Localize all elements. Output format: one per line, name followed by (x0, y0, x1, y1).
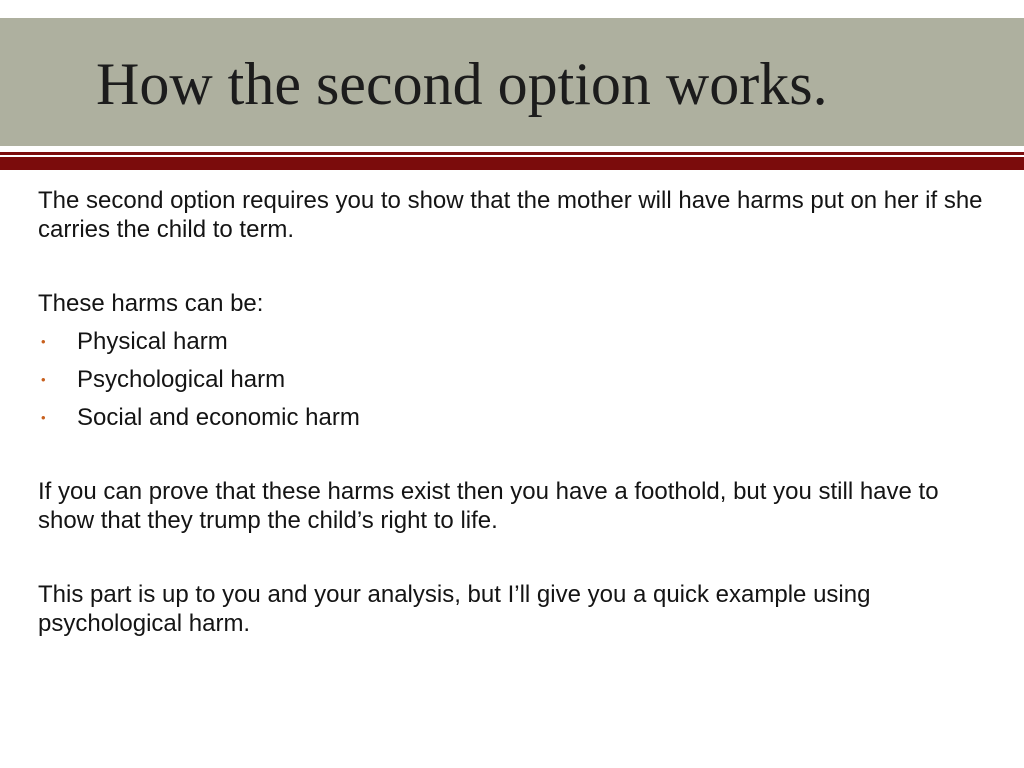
list-item-psychological-harm (38, 365, 998, 394)
harms-list-lead: These harms can be: (38, 290, 264, 317)
list-item-social-economic-harm (38, 403, 998, 432)
slide-title: How the second option works. (96, 51, 828, 117)
bullet-icon: • (41, 334, 46, 349)
bullet-icon: • (41, 410, 46, 425)
harms-list (38, 327, 998, 432)
analysis-paragraph: This part is up to you and your analysis, but I’ll give you a quick example using psychological harm. (38, 581, 871, 637)
list-item-label: Social and economic harm (77, 404, 360, 431)
slide-body (38, 186, 998, 638)
title-divider-thick (0, 157, 1024, 170)
title-divider-thin (0, 152, 1024, 155)
intro-paragraph: The second option requires you to show that the mother will have harms put on her if she carries the child to term. (38, 187, 983, 243)
foothold-paragraph: If you can prove that these harms exist then you have a foothold, but you still have to show that they trump the child’s right to life. (38, 478, 939, 534)
list-item-label: Psychological harm (77, 366, 286, 393)
list-item-label: Physical harm (77, 328, 228, 355)
bullet-icon: • (41, 372, 46, 387)
list-item-physical-harm (38, 327, 998, 356)
